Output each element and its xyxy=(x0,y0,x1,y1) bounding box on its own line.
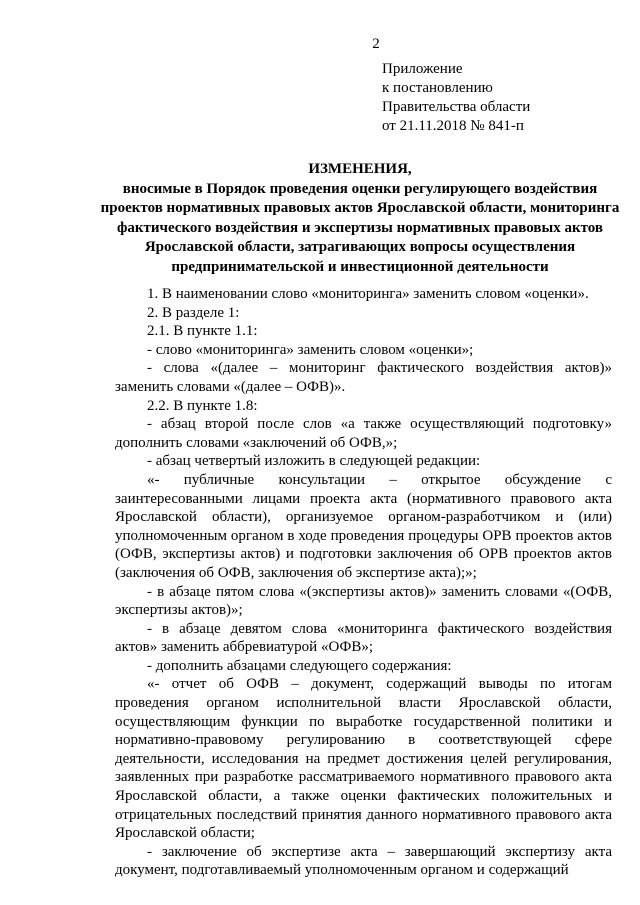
paragraph: - слова «(далее – мониторинг фактического воздействия актов)» заменить словами «(далее – ОФВ)». xyxy=(115,360,612,395)
paragraph: 2. В разделе 1: xyxy=(147,304,240,321)
paragraph: «- отчет об ОФВ – документ, содержащий выводы по итогам проведения органом исполнительной власти Ярославской области, осуществляющим функции по выработке государственной политики и нормативно-правовому регулированию в соответствующей сфере деятельности, исследования на предмет достижения целей регулирования, заявленных при разработке рассматриваемого нормативного правового акта Ярославской области, а также оценки фактических положительных и отрицательных последствий принятия данного нормативного правового акта Ярославской области; xyxy=(115,676,612,842)
appendix-line-1: Приложение xyxy=(382,61,463,77)
paragraph: - в абзаце пятом слова «(экспертизы актов)» заменить словами «(ОФВ, экспертизы актов)»; xyxy=(115,583,612,619)
heading-title: ИЗМЕНЕНИЯ, xyxy=(308,161,412,177)
document-heading xyxy=(100,160,620,277)
heading-subtitle: вносимые в Порядок проведения оценки регулирующего воздействия проектов нормативных правовых актов Ярославской области, мониторинга фактического воздействия и экспертизы нормативных правовых актов Ярославской области, затрагивающих вопросы осуществления предпринимательской и инвестиционной деятельности xyxy=(100,180,620,275)
paragraph: 2.1. В пункте 1.1: xyxy=(147,323,258,340)
document-body xyxy=(115,285,612,880)
appendix-line-4: от 21.11.2018 № 841-п xyxy=(382,118,524,134)
paragraph: 2.2. В пункте 1.8: xyxy=(147,397,258,414)
paragraph: 1. В наименовании слово «мониторинга» заменить словом «оценки». xyxy=(147,286,589,302)
appendix-line-3: Правительства области xyxy=(382,99,531,115)
paragraph: - слово «мониторинга» заменить словом «оценки»; xyxy=(147,341,474,358)
paragraph: - дополнить абзацами следующего содержания: xyxy=(147,657,452,674)
paragraph: - абзац второй после слов «а также осуществляющий подготовку» дополнить словами «заключений об ОФВ,»; xyxy=(115,416,612,451)
paragraph: - абзац четвертый изложить в следующей редакции: xyxy=(147,453,481,470)
paragraph: - заключение об экспертизе акта – завершающий экспертизу акта документ, подготавливаемый уполномоченным органом и содержащий xyxy=(115,843,612,879)
paragraph: - в абзаце девятом слова «мониторинга фактического воздействия актов» заменить аббревиатурой «ОФВ»; xyxy=(115,620,612,656)
appendix-block xyxy=(382,60,530,136)
appendix-line-2: к постановлению xyxy=(382,80,493,96)
page-number: 2 xyxy=(372,36,380,52)
paragraph: «- публичные консультации – открытое обсуждение с заинтересованными лицами проекта акта (нормативного правового акта Ярославской области), организуемое органом-разработчиком и (или) уполномоченным органом в ходе проведения процедуры ОРВ проектов актов (ОФВ, экспертизы актов) и подготовки заключения об ОРВ проектов актов (заключения об ОФВ, заключения об экспертизе акта);»; xyxy=(115,471,612,581)
